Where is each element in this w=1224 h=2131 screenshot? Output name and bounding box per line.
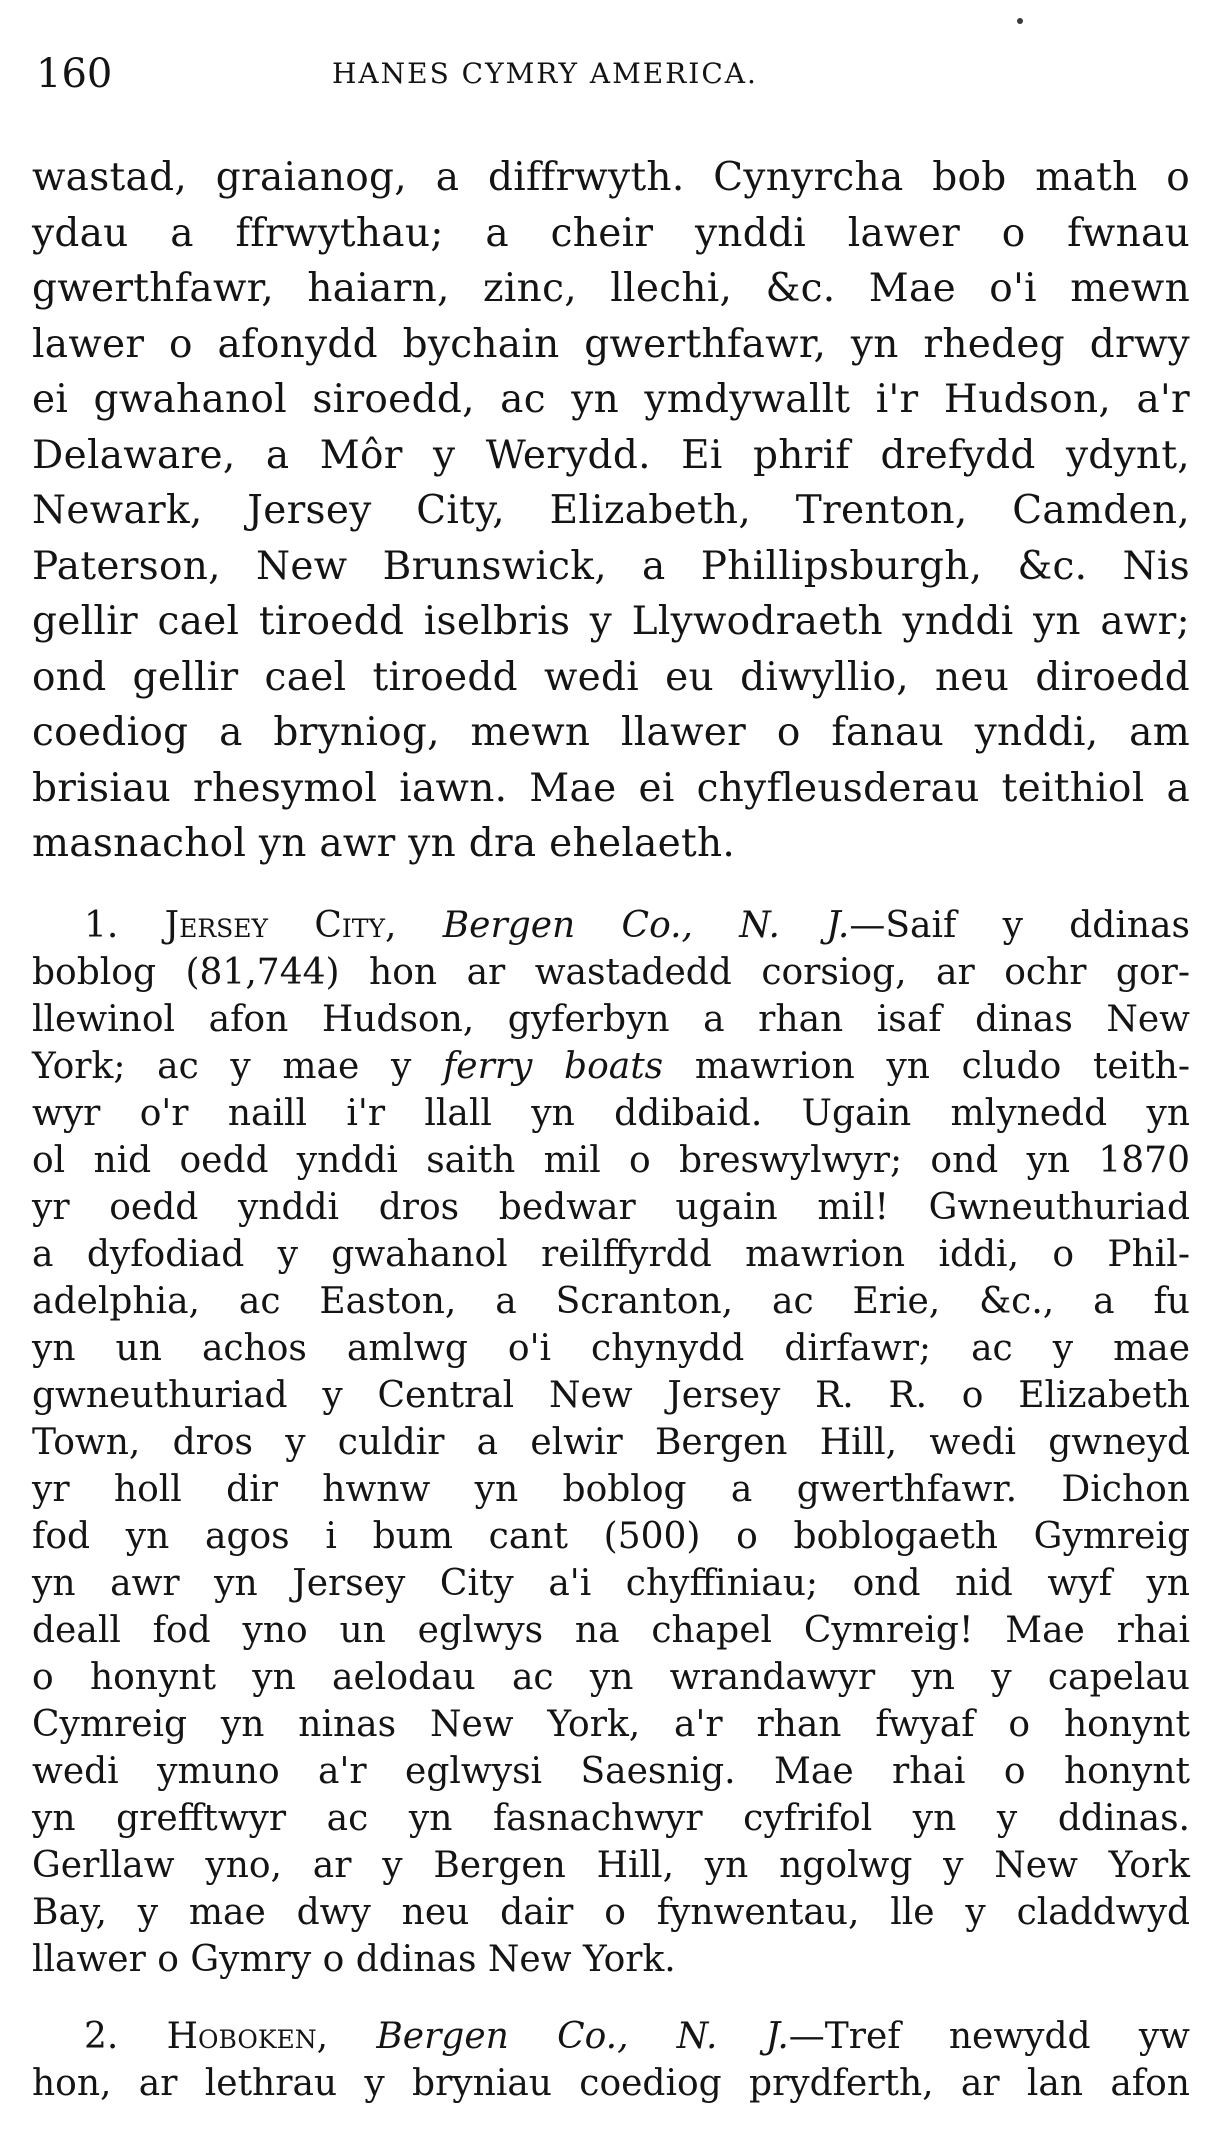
paragraph-new-jersey-description [32,150,1190,872]
text-line: yn un achos amlwg o'i chynydd dirfawr; ac y mae [32,1327,1190,1369]
text-line: coediog a bryniog, mewn llawer o fanau ynddi, am [32,710,1190,755]
text-line: lawer o afonydd bychain gwerthfawr, yn rhedeg drwy [32,321,1190,367]
text-line: Delaware, a Môr y Werydd. Ei phrif drefydd ydynt, [32,432,1190,478]
text-line: adelphia, ac Easton, a Scranton, ac Erie, &c., a fu [32,1280,1190,1322]
text-line: gellir cael tiroedd iselbris y Llywodraeth ynddi yn awr; [32,599,1190,644]
text-line: gwerthfawr, haiarn, zinc, llechi, &c. Mae o'i mewn [32,266,1190,311]
paragraph-hoboken [32,2013,1190,2107]
text-line: Bay, y mae dwy neu dair o fynwentau, lle y claddwyd [32,1891,1190,1933]
text-line: Paterson, New Brunswick, a Phillipsburgh, &c. Nis [32,543,1190,589]
text-line: brisiau rhesymol iawn. Mae ei chyfleusderau teithiol a [32,765,1190,811]
running-title: HANES CYMRY AMERICA. [332,57,758,90]
text-line: yn awr yn Jersey City a'i chyffiniau; ond nid wyf yn [32,1562,1190,1604]
text-line: llewinol afon Hudson, gyferbyn a rhan isaf dinas New [32,998,1190,1040]
text-line: hon, ar lethrau y bryniau coediog prydferth, ar lan afon [32,2062,1190,2104]
page-number: 160 [36,51,113,97]
entry-place-name: Jersey City, [164,904,397,946]
entry-first-line-text: —Saif y ddinas [849,904,1190,946]
text-line: Newark, Jersey City, Elizabeth, Trenton, Camden, [32,488,1190,533]
text-line: wedi ymuno a'r eglwysi Saesnig. Mae rhai o honynt [32,1750,1190,1792]
text-line: Gerllaw yno, ar y Bergen Hill, yn ngolwg y New York [32,1844,1190,1886]
text-line: wyr o'r naill i'r llall yn ddibaid. Ugain mlynedd yn [32,1092,1190,1134]
text-line: boblog (81,744) hon ar wastadedd corsiog, ar ochr gor- [32,951,1190,993]
entry-heading-line [32,902,1190,949]
text-line: ydau a ffrwythau; a cheir ynddi lawer o fwnau [32,210,1190,256]
body-text [32,150,1190,2107]
text-line: deall fod yno un eglwys na chapel Cymreig! Mae rhai [32,1609,1190,1651]
entry-county: Bergen Co., N. J. [442,904,850,946]
text-line: Town, dros y culdir a elwir Bergen Hill, wedi gwneyd [32,1421,1190,1463]
entry-first-line-text: —Tref newydd yw [788,2015,1190,2057]
entry-heading-line [32,2013,1190,2060]
text-segment: mawrion yn cludo teith- [663,1045,1190,1087]
text-line: yn grefftwyr ac yn fasnachwyr cyfrifol yn y ddinas. [32,1797,1190,1839]
text-line: ol nid oedd ynddi saith mil o breswylwyr; ond yn 1870 [32,1139,1190,1181]
text-line: ei gwahanol siroedd, ac yn ymdywallt i'r Hudson, a'r [32,377,1190,422]
stray-ink-dot [1017,18,1023,24]
text-line: a dyfodiad y gwahanol reilffyrdd mawrion iddi, o Phil- [32,1233,1190,1275]
text-segment: York; ac y mae y [32,1045,443,1087]
entry-number: 1. [84,904,119,946]
italic-phrase: ferry boats [442,1045,664,1087]
entry-place-name: Hoboken, [166,2015,329,2057]
entry-county: Bergen Co., N. J. [376,2015,789,2057]
text-line: yr oedd ynddi dros bedwar ugain mil! Gwneuthuriad [32,1186,1190,1228]
text-line: yr holl dir hwnw yn boblog a gwerthfawr. Dichon [32,1468,1190,1510]
paragraph-jersey-city [32,902,1190,1983]
text-line: o honynt yn aelodau ac yn wrandawyr yn y capelau [32,1656,1190,1698]
entry-number: 2. [84,2015,119,2057]
text-line: Cymreig yn ninas New York, a'r rhan fwyaf o honynt [32,1703,1190,1745]
text-line: llawer o Gymry o ddinas New York. [32,1938,676,1980]
text-line: fod yn agos i bum cant (500) o boblogaeth Gymreig [32,1515,1190,1557]
page-header [32,44,1190,104]
text-line-with-italic [32,1043,1190,1090]
text-line: ond gellir cael tiroedd wedi eu diwyllio, neu diroedd [32,654,1190,700]
text-line: masnachol yn awr yn dra ehelaeth. [32,821,736,866]
text-line: wastad, graianog, a diffrwyth. Cynyrcha bob math o [32,155,1190,200]
text-line: gwneuthuriad y Central New Jersey R. R. o Elizabeth [32,1374,1190,1416]
